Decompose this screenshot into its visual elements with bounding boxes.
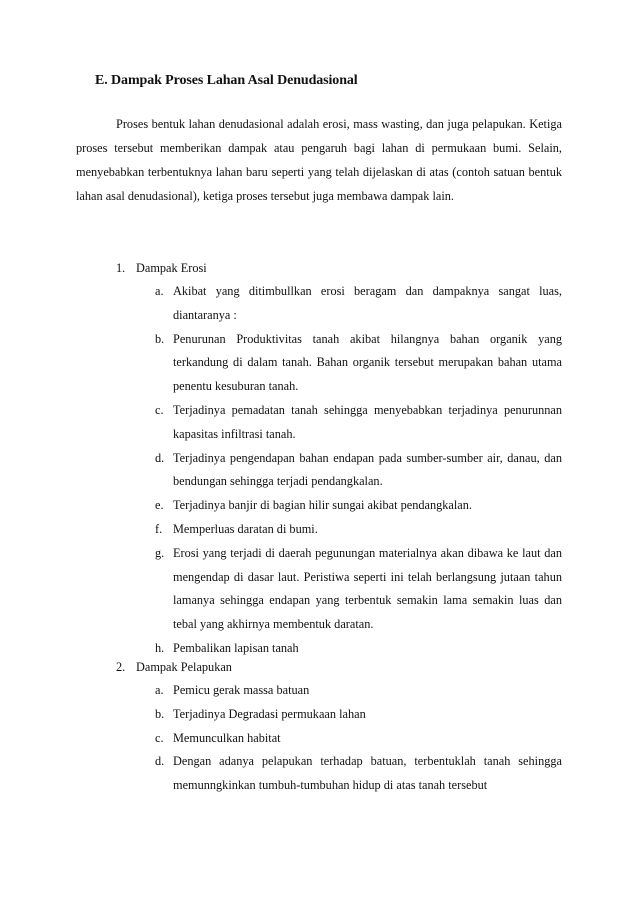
item-letter: c. [155,730,164,745]
section-title-text: Dampak Erosi [136,261,207,275]
item-text: Terjadinya pemadatan tanah sehingga menyebabkan terjadinya penurunnan kapasitas infiltrasi tanah. [173,402,562,441]
item-letter: d. [155,754,165,769]
impact-list [116,280,562,661]
item-letter: a. [155,284,164,298]
list-item [155,727,562,751]
item-text: Pembalikan lapisan tanah [173,640,299,655]
list-item [155,447,562,495]
item-text: Pemicu gerak massa batuan [173,683,310,697]
section-number: 1. [116,261,126,275]
section-title-text: Dampak Pelapukan [136,660,232,674]
impact-list [116,679,562,798]
list-item [155,280,562,328]
item-text: Dengan adanya pelapukan terhadap batuan, terbentuklah tanah sehingga memunngkinkan tumbuh-tumbuhan hidup di atas tanah tersebut [173,754,562,793]
item-text: Terjadinya Degradasi permukaan lahan [173,706,366,721]
item-text: Akibat yang ditimbullkan erosi beragam dan dampaknya sangat luas, diantaranya : [173,284,562,322]
list-item [155,679,562,703]
item-letter: a. [155,683,164,697]
section-title [116,655,562,679]
list-item [155,703,562,727]
section-number: 2. [116,660,126,674]
item-letter: b. [155,331,165,346]
list-item [155,518,562,542]
list-item [155,542,562,637]
item-text: Terjadinya banjir di bagian hilir sungai akibat pendangkalan. [173,498,472,513]
item-letter: c. [155,402,164,417]
item-text: Erosi yang terjadi di daerah pegunungan materialnya akan dibawa ke laut dan mengendap di dasar laut. Peristiwa seperti ini telah berlangsung jutaan tahun lamanya sehingga endapan yang terbentuk semakin lama semakin luas dan tebal yang akhirnya membentuk daratan. [173,545,562,632]
item-text: Penurunan Produktivitas tanah akibat hilangnya bahan organik yang terkandung di dalam tanah. Bahan organik tersebut merupakan bahan utama penentu kesuburan tanah. [173,331,562,394]
intro-paragraph: Proses bentuk lahan denudasional adalah erosi, mass wasting, dan juga pelapukan. Ketiga proses tersebut memberikan dampak atau pengaruh bagi lahan di permukaan bumi. Selain, menyebabkan terbentuknya lahan baru seperti yang telah dijelaskan di atas (contoh satuan bentuk lahan asal denudasional), ketiga proses tersebut juga membawa dampak lain. [76,117,562,203]
list-item [155,399,562,447]
item-text: Memunculkan habitat [173,730,281,745]
list-item [155,494,562,518]
list-item [155,750,562,798]
section-dampak-pelapukan [116,655,562,798]
item-letter: e. [155,498,164,513]
item-letter: b. [155,706,165,721]
section-dampak-erosi [116,256,562,661]
item-letter: f. [155,521,163,536]
section-heading: E. Dampak Proses Lahan Asal Denudasional [95,73,358,88]
item-letter: d. [155,450,165,465]
section-title [116,256,562,280]
item-letter: g. [155,545,165,560]
item-text: Memperluas daratan di bumi. [173,521,318,536]
item-text: Terjadinya pengendapan bahan endapan pada sumber-sumber air, danau, dan bendungan sehingga terjadi pendangkalan. [173,450,562,489]
item-letter: h. [155,640,165,655]
list-item [155,328,562,399]
